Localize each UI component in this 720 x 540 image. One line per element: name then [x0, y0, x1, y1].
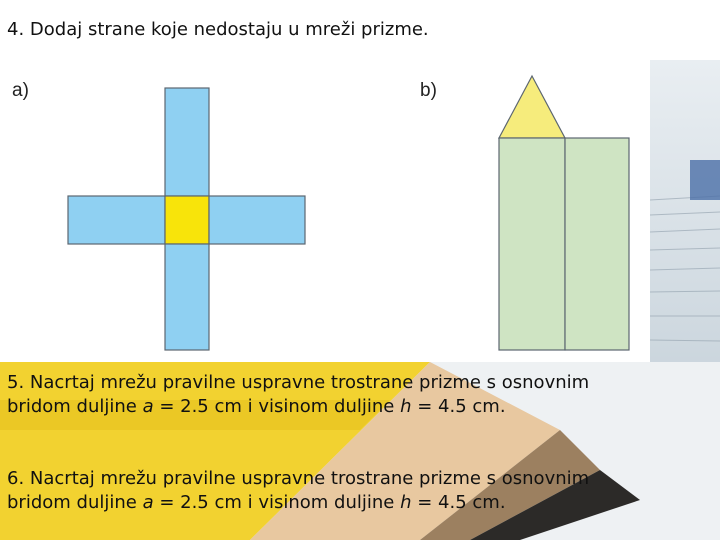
net-a-face-right [209, 196, 305, 244]
net-a-face-center [165, 196, 209, 244]
task-5-line2-mid: = 2.5 cm i visinom duljine [153, 396, 401, 417]
task-4-text: 4. Dodaj strane koje nedostaju u mreži prizme. [7, 19, 429, 40]
net-b-face-right [565, 138, 629, 350]
task-5-var-h: h [400, 396, 412, 417]
net-a-face-top [165, 88, 209, 196]
task-6-line2-post: = 4.5 cm. [411, 492, 506, 513]
task-6-line1: 6. Nacrtaj mrežu pravilne uspravne trostrane prizme s osnovnim [7, 468, 590, 489]
task-6-var-a: a [142, 492, 154, 513]
task-6-var-h: h [400, 492, 412, 513]
net-b-triangle-base [499, 76, 565, 138]
label-part-b: b) [420, 80, 437, 101]
net-a-face-bottom [165, 244, 209, 350]
task-5-line2-pre: bridom duljine [7, 396, 143, 417]
net-a-face-left [68, 196, 165, 244]
task-5-line1: 5. Nacrtaj mrežu pravilne uspravne trostrane prizme s osnovnim [7, 372, 590, 393]
task-5-line2-post: = 4.5 cm. [411, 396, 506, 417]
task-5-text [7, 371, 589, 419]
task-6-text [7, 467, 589, 515]
task-6-line2-pre: bridom duljine [7, 492, 143, 513]
net-b-face-left [499, 138, 565, 350]
net-b [499, 76, 629, 350]
task-5-var-a: a [142, 396, 154, 417]
label-part-a: a) [12, 80, 29, 101]
task-6-line2-mid: = 2.5 cm i visinom duljine [153, 492, 401, 513]
net-a [68, 88, 305, 350]
